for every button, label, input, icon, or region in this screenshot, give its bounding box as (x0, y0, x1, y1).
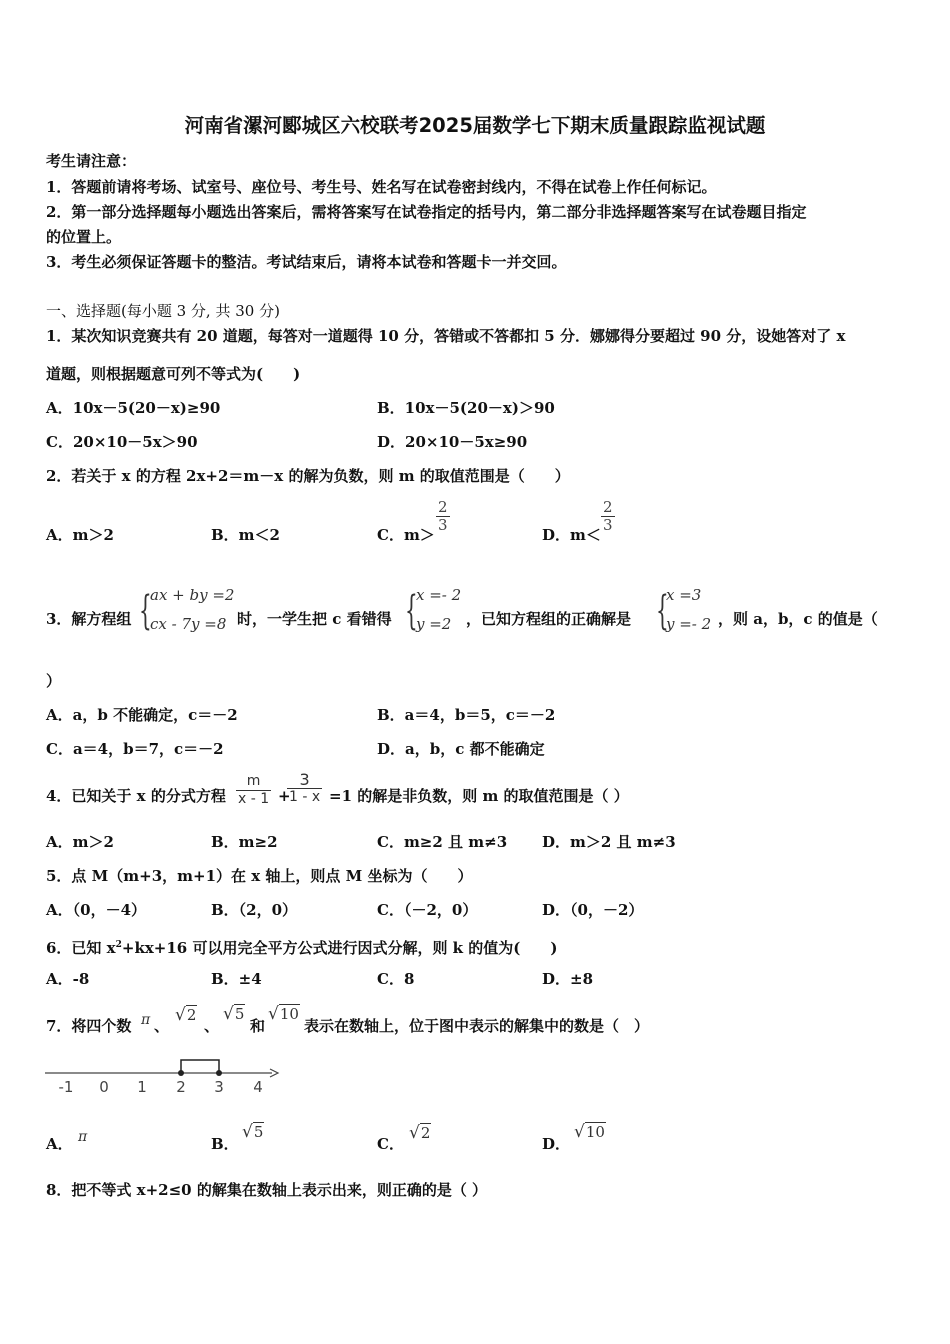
question-3-option-b: B．a＝4，b＝5，c＝－2 (377, 706, 556, 724)
question-4-option-b: B．m≥2 (211, 833, 278, 851)
brace-icon: { (656, 588, 669, 634)
question-7-prefix: 7．将四个数 (46, 1017, 132, 1035)
axis-label: 1 (137, 1078, 147, 1096)
question-6-option-d: D．±8 (542, 970, 594, 988)
question-8-stem: 8．把不等式 x+2≤0 的解集在数轴上表示出来，则正确的是（ ） (46, 1181, 488, 1199)
system-2-eq-2: y =2 (416, 615, 452, 633)
fraction-m-over-x-minus-1: $\frac{m}{x - 1}$ (238, 773, 270, 807)
question-2-option-c: C．m＞ (377, 526, 435, 544)
question-7-option-b: B． (211, 1135, 239, 1153)
question-4-prefix: 4．已知关于 x 的分式方程 (46, 787, 226, 805)
question-1-stem: 1．某次知识竞赛共有 20 道题，每答对一道题得 10 分，答错或不答都扣 5 分．娜娜得分要超过 90 分，设她答对了 x (46, 327, 846, 345)
question-2-option-b: B．m＜2 (211, 526, 280, 544)
question-2-option-a: A．m＞2 (46, 526, 114, 544)
brace-icon: { (139, 588, 152, 634)
fraction-two-thirds: $\frac{2}{3}$ (438, 498, 448, 534)
question-1-option-d: D．20×10－5x≥90 (377, 433, 528, 451)
question-2-stem: 2．若关于 x 的方程 2x+2＝m－x 的解为负数，则 m 的取值范围是（ ） (46, 467, 570, 485)
question-7-suffix: 表示在数轴上，位于图中表示的解集中的数是（ ） (304, 1017, 650, 1035)
system-2-eq-1: x =- 2 (416, 586, 462, 604)
question-6-stem: 6．已知 $x^2+kx+16$ 可以用完全平方公式进行因式分解，则 k 的值为( ) (46, 939, 558, 957)
question-6-option-a: A．-8 (46, 970, 90, 988)
question-2-option-d: D．m＜ (542, 526, 601, 544)
question-7-option-a: A． (46, 1135, 73, 1153)
question-5-option-a: A．（0，－4） (46, 901, 147, 919)
question-3-close: ） (46, 672, 62, 690)
axis-label: 0 (99, 1078, 109, 1096)
axis-label: 4 (253, 1078, 263, 1096)
question-3-option-a: A．a，b 不能确定，c＝－2 (46, 706, 238, 724)
interval-endpoint (216, 1070, 222, 1076)
system-1-eq-1: ax + by =2 (150, 586, 235, 604)
axis-label: -1 (58, 1078, 74, 1096)
question-7-option-d: D． (542, 1135, 571, 1153)
notice-heading: 考生请注意： (46, 152, 137, 170)
plus-sign: + (278, 787, 291, 805)
question-3-option-d: D．a，b，c 都不能确定 (377, 740, 545, 758)
system-3-eq-1: x =3 (666, 586, 702, 604)
question-1-option-b: B．10x－5(20－x)＞90 (377, 399, 555, 417)
question-5-stem: 5．点 M（m+3，m+1）在 x 轴上，则点 M 坐标为（ ） (46, 867, 473, 885)
sqrt-5: √5 (223, 1004, 245, 1024)
sqrt-2: √2 (175, 1005, 197, 1025)
question-5-option-c: C．（－2，0） (377, 901, 478, 919)
notice-item: 2．第一部分选择题每小题选出答案后，需将答案写在试卷指定的括号内，第二部分非选择题答案写在试卷题目指定 (46, 203, 807, 221)
sqrt-10: √10 (268, 1004, 299, 1024)
page-title: 河南省漯河郾城区六校联考2025届数学七下期末质量跟踪监视试题 (184, 114, 766, 137)
sqrt-2: √2 (409, 1123, 431, 1143)
interval-endpoint (178, 1070, 184, 1076)
sqrt-5: √5 (242, 1122, 264, 1142)
question-1-option-a: A．10x－5(20－x)≥90 (46, 399, 221, 417)
fraction-3-over-1-minus-x: $\frac{3}{1 - x}$ (289, 770, 321, 805)
question-1-stem-cont: 道题，则根据题意可列不等式为( ) (46, 365, 301, 383)
system-3-eq-2: y =- 2 (666, 615, 712, 633)
and-word: 和 (250, 1017, 266, 1035)
pi-symbol: π (141, 1012, 151, 1028)
question-3-prefix: 3．解方程组 (46, 610, 132, 628)
number-line (40, 1050, 285, 1100)
system-1-eq-2: cx - 7y =8 (150, 615, 227, 633)
question-4-suffix: =1 的解是非负数，则 m 的取值范围是（ ） (329, 787, 629, 805)
question-5-option-d: D．（0，－2） (542, 901, 644, 919)
question-4-option-a: A．m＞2 (46, 833, 114, 851)
brace-icon: { (405, 588, 418, 634)
question-1-option-c: C．20×10－5x＞90 (46, 433, 198, 451)
axis-label: 2 (176, 1078, 186, 1096)
sqrt-10: √10 (574, 1122, 605, 1142)
question-4-option-d: D．m＞2 且 m≠3 (542, 833, 676, 851)
question-3-suffix: ，则 a，b，c 的值是（ (718, 610, 878, 628)
section-heading: 一、选择题(每小题 3 分, 共 30 分) (46, 302, 280, 320)
question-6-option-b: B．±4 (211, 970, 262, 988)
question-3-mid: 时，一学生把 c 看错得 (237, 610, 392, 628)
pi-symbol: π (78, 1129, 88, 1145)
question-7-option-c: C． (377, 1135, 404, 1153)
solution-interval (181, 1060, 219, 1073)
question-3-option-c: C．a＝4，b＝7，c＝－2 (46, 740, 224, 758)
question-4-option-c: C．m≥2 且 m≠3 (377, 833, 508, 851)
separator: 、 (154, 1017, 170, 1035)
fraction-two-thirds: $\frac{2}{3}$ (603, 498, 613, 534)
question-6-option-c: C．8 (377, 970, 415, 988)
notice-item: 的位置上。 (46, 228, 122, 246)
question-5-option-b: B．（2，0） (211, 901, 298, 919)
notice-item: 3．考生必须保证答题卡的整洁。考试结束后，请将本试卷和答题卡一并交回。 (46, 253, 567, 271)
notice-item: 1．答题前请将考场、试室号、座位号、考生号、姓名写在试卷密封线内，不得在试卷上作任何标记。 (46, 178, 717, 196)
question-3-mid: ，已知方程组的正确解是 (466, 610, 632, 628)
axis-label: 3 (214, 1078, 224, 1096)
separator: 、 (204, 1017, 220, 1035)
